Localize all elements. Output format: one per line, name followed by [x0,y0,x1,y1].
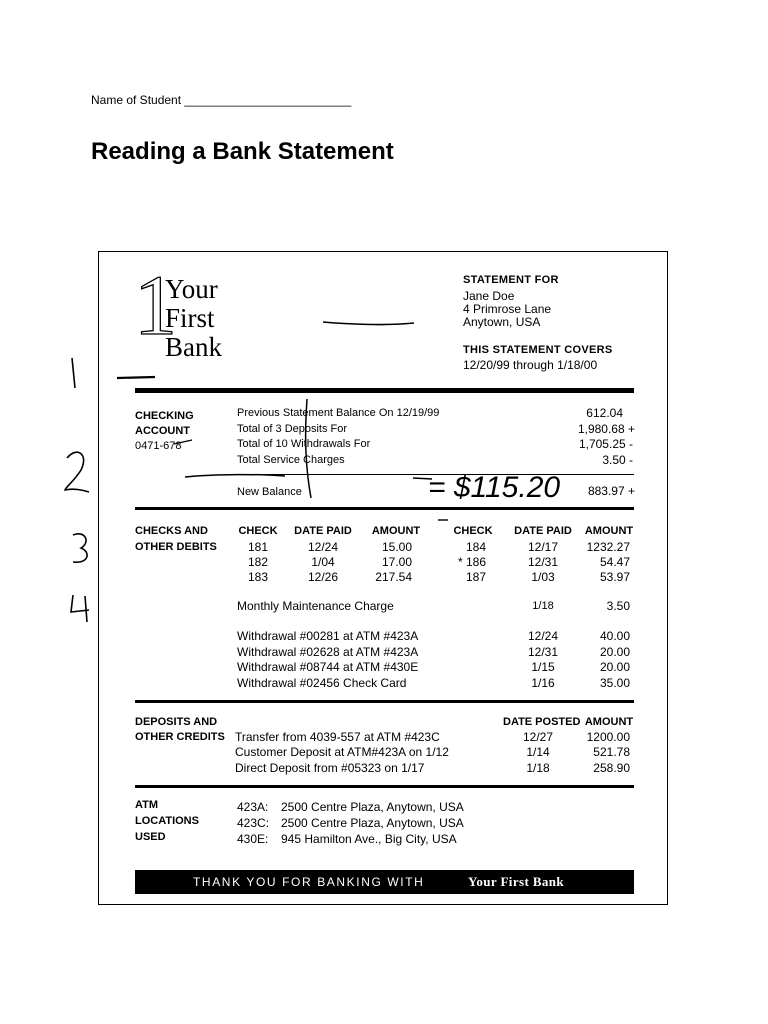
summary-value-previous-balance: 612.04 [586,406,623,420]
atm-label-3: USED [135,831,166,843]
check-number: 187 [465,570,486,584]
maintenance-amount: 3.50 [606,599,630,613]
summary-label-deposits: Total of 3 Deposits For [237,423,348,435]
withdrawal-label: Withdrawal #08744 at ATM #430E [237,660,419,674]
withdrawal-date: 1/16 [531,676,555,690]
check-number: 182 [247,555,269,569]
summary-label-withdrawals: Total of 10 Withdrawals For [237,438,371,450]
new-balance-label: New Balance [237,486,302,498]
check-amount: 53.97 [599,570,630,584]
check-column-header: CHECK [453,525,493,537]
deposit-amount: 521.78 [593,745,630,759]
deposit-amount: 258.90 [593,761,630,775]
maintenance-label: Monthly Maintenance Charge [237,599,394,613]
account-number: 0471-678 [135,440,182,452]
atm-label-2: LOCATIONS [135,815,199,827]
atm-code: 423A: [237,800,269,814]
customer-street: 4 Primrose Lane [463,302,552,316]
date-posted-column-header: DATE POSTED [503,716,581,728]
statement-period: 12/20/99 through 1/18/00 [463,358,598,372]
deposit-label: Customer Deposit at ATM#423A on 1/12 [235,745,449,759]
withdrawal-date: 12/31 [527,645,559,659]
deposits-label-1: DEPOSITS AND [135,716,218,728]
atm-address: 2500 Centre Plaza, Anytown, USA [281,816,464,830]
statement-for-heading: STATEMENT FOR [463,274,559,286]
logo-line-bank: Bank [165,332,222,362]
withdrawal-amount: 20.00 [599,660,630,674]
check-amount: 217.54 [375,570,412,584]
checks-label-2: OTHER DEBITS [135,541,217,553]
atm-code: 430E: [237,832,269,846]
page-title: Reading a Bank Statement [91,138,394,165]
withdrawal-date: 12/24 [527,629,559,643]
withdrawal-date: 1/15 [531,660,555,674]
check-number: * 186 [457,555,486,569]
withdrawal-amount: 35.00 [599,676,630,690]
withdrawal-label: Withdrawal #00281 at ATM #423A [237,629,419,643]
date-paid-column-header: DATE PAID [514,525,572,537]
atm-address: 945 Hamilton Ave., Big City, USA [281,832,457,846]
deposit-amount: 1200.00 [586,730,630,744]
atm-address: 2500 Centre Plaza, Anytown, USA [281,800,464,814]
summary-label-service-charges: Total Service Charges [237,454,345,466]
checks-label-1: CHECKS AND [135,525,208,537]
deposit-amount-column-header: AMOUNT [584,716,634,728]
withdrawal-label: Withdrawal #02628 at ATM #423A [237,645,419,659]
deposit-date: 1/18 [526,761,550,775]
logo-line-your: Your [165,274,218,304]
statement-covers-heading: THIS STATEMENT COVERS [463,344,613,356]
atm-code: 423C: [237,816,270,830]
check-amount: 17.00 [381,555,412,569]
student-name-label: Name of Student [91,93,182,107]
amount-column-header: AMOUNT [371,525,421,537]
deposit-date: 1/14 [526,745,550,759]
summary-value-withdrawals: 1,705.25 - [578,437,633,451]
atm-label-1: ATM [135,799,159,811]
check-amount: 15.00 [381,540,412,554]
check-amount: 54.47 [599,555,630,569]
deposits-label-2: OTHER CREDITS [135,731,225,743]
check-number: 184 [465,540,486,554]
checking-label-1: CHECKING [135,410,194,422]
logo-line-first: First [165,303,215,333]
deposit-date: 12/27 [522,730,554,744]
withdrawal-amount: 20.00 [599,645,630,659]
maintenance-date: 1/18 [532,600,554,612]
check-number: 181 [247,540,269,554]
checking-label-2: ACCOUNT [135,425,190,437]
check-date: 1/03 [531,570,555,584]
footer-bank-name: Your First Bank [468,874,565,889]
logo-numeral: 1 [134,257,177,353]
customer-city: Anytown, USA [463,315,541,329]
check-date: 12/24 [307,540,339,554]
student-name-blank: _________________________ [184,93,352,107]
summary-label-previous-balance: Previous Statement Balance On 12/19/99 [237,407,440,419]
customer-name: Jane Doe [463,289,515,303]
amount-column-header: AMOUNT [584,525,634,537]
handwritten-answer: = $115.20 [428,471,561,504]
date-paid-column-header: DATE PAID [294,525,352,537]
check-date: 1/04 [311,555,335,569]
check-date: 12/31 [527,555,559,569]
check-amount: 1232.27 [586,540,630,554]
check-date: 12/17 [527,540,559,554]
deposit-label: Transfer from 4039-557 at ATM #423C [235,730,440,744]
withdrawal-amount: 40.00 [599,629,630,643]
deposit-label: Direct Deposit from #05323 on 1/17 [235,761,425,775]
withdrawal-label: Withdrawal #02456 Check Card [237,676,407,690]
new-balance-value: 883.97 + [587,484,635,498]
check-date: 12/26 [307,570,339,584]
check-column-header: CHECK [238,525,278,537]
summary-value-deposits: 1,980.68 + [577,422,635,436]
summary-value-service-charges: 3.50 - [602,453,633,467]
check-number: 183 [247,570,269,584]
thank-you-text: THANK YOU FOR BANKING WITH [193,875,425,889]
